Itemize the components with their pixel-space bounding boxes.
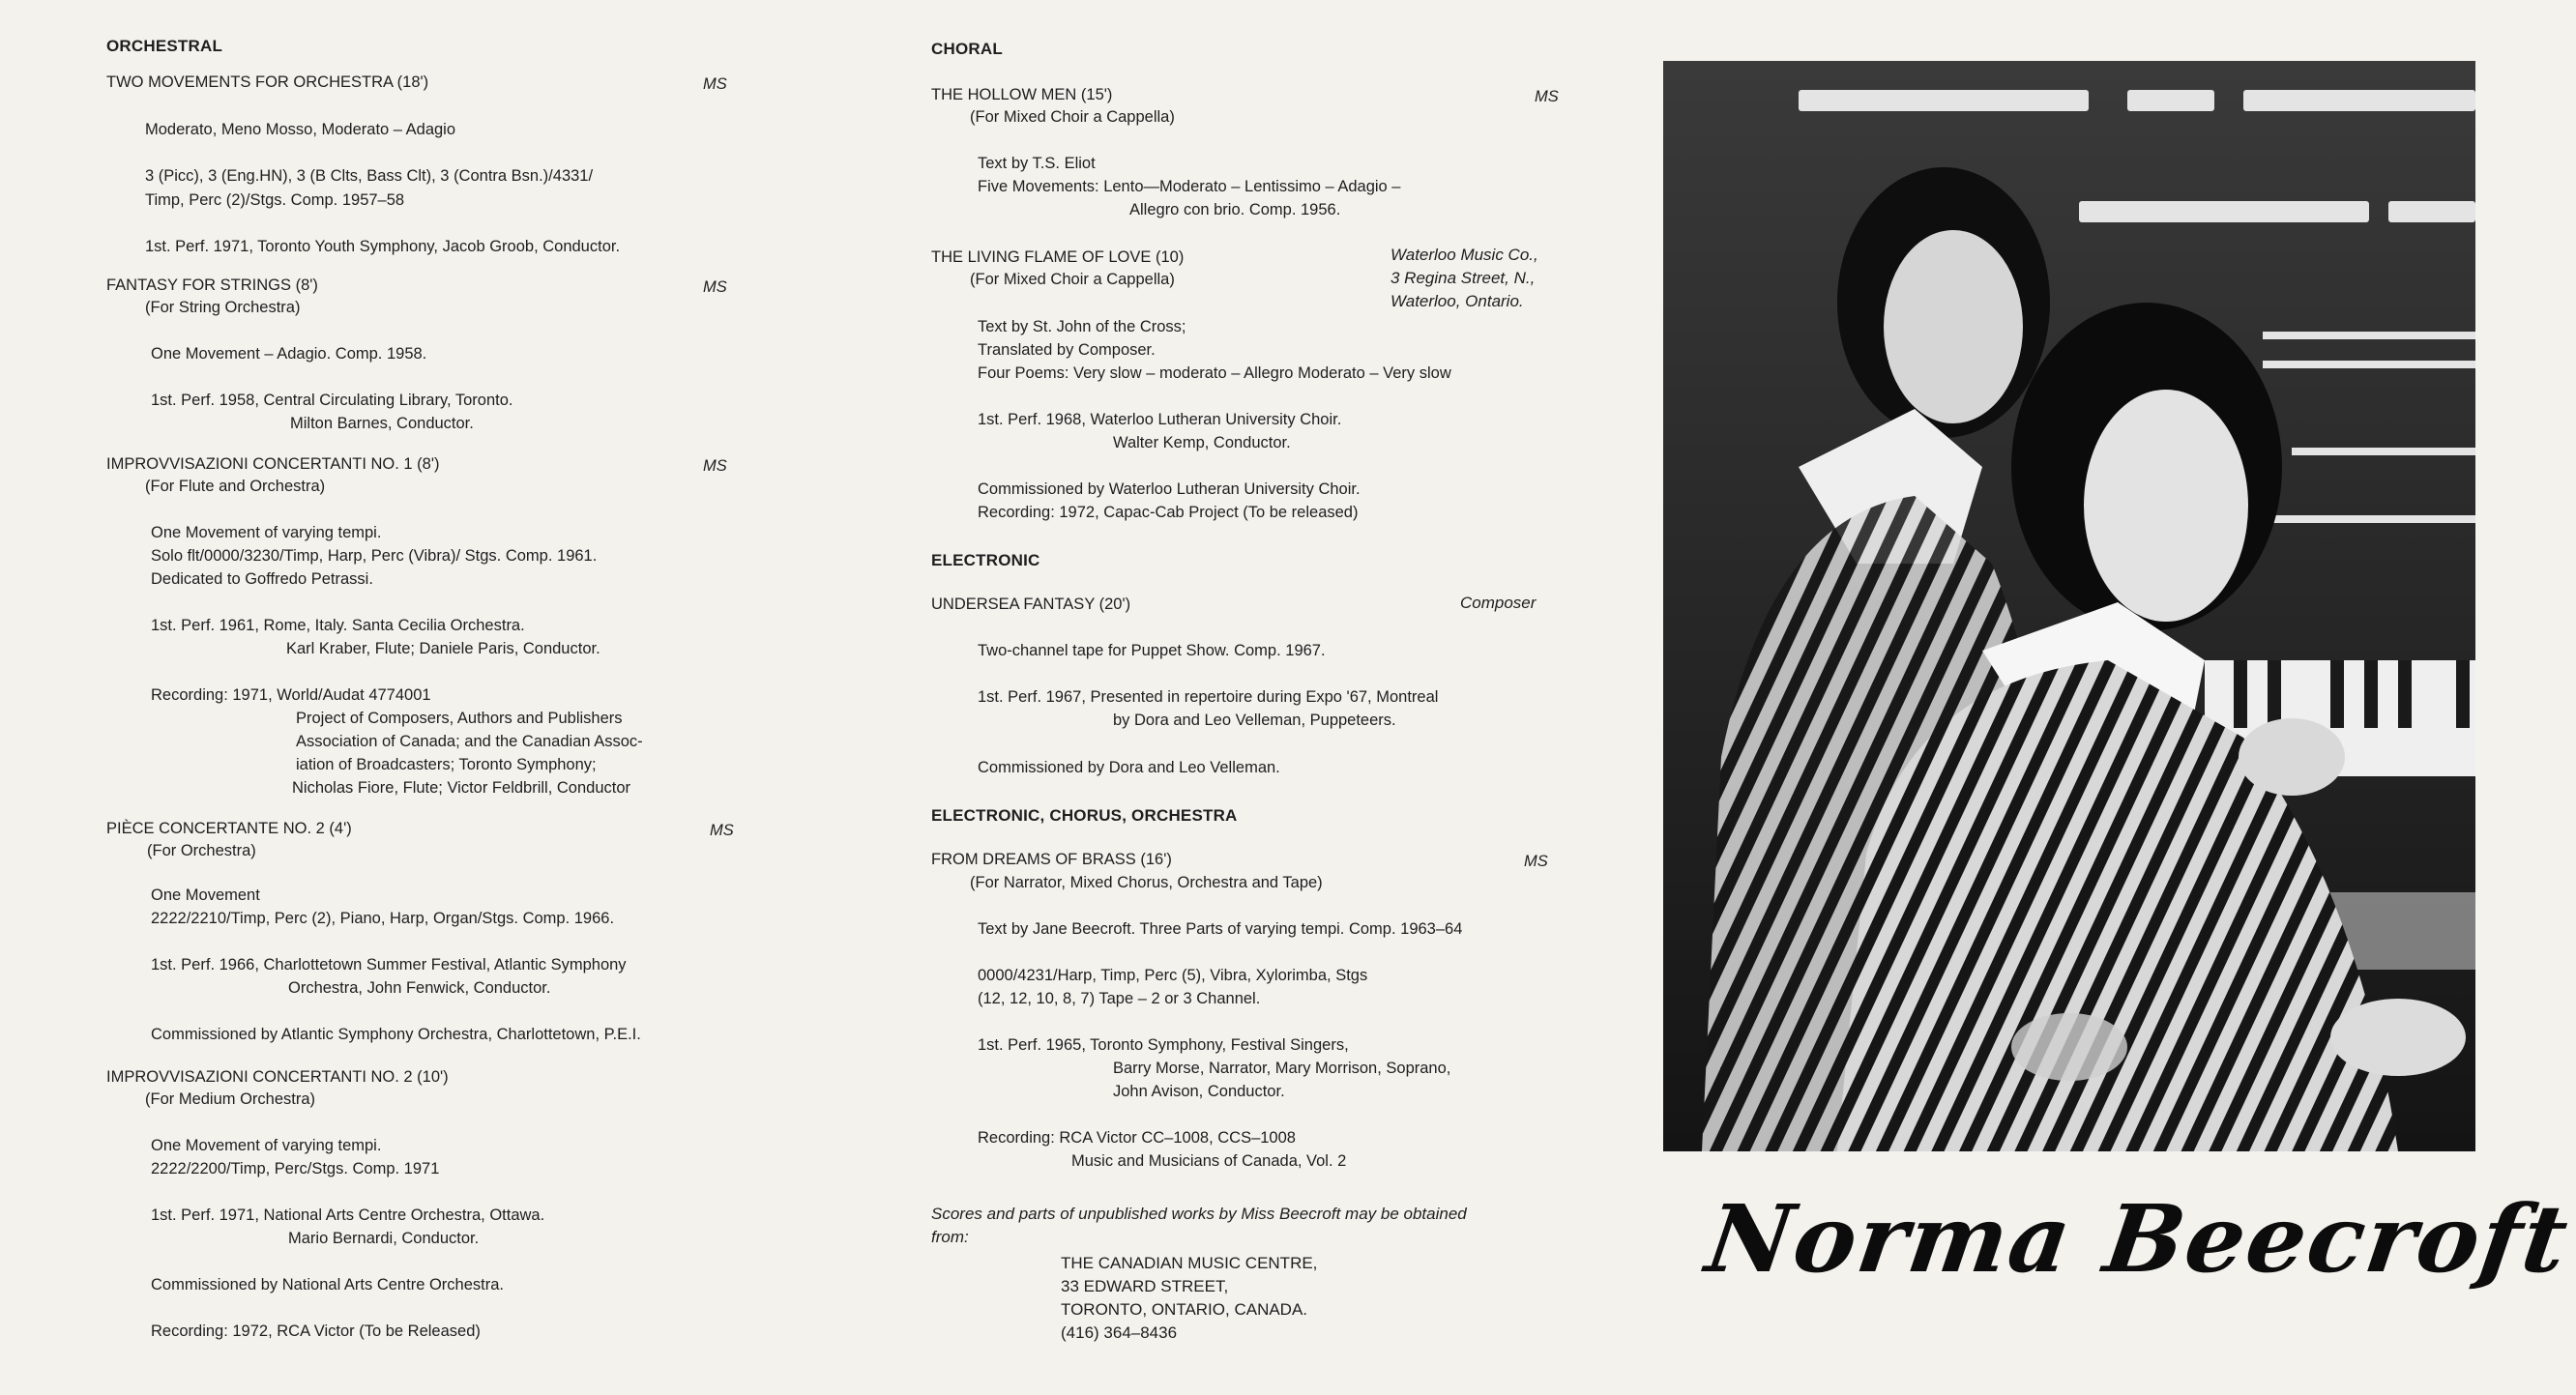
section-heading-electronic: ELECTRONIC [931, 551, 1040, 569]
work-detail: Music and Musicians of Canada, Vol. 2 [1071, 1152, 1347, 1170]
work-detail: Recording: RCA Victor CC–1008, CCS–1008 [978, 1129, 1296, 1147]
publisher-line: Waterloo, Ontario. [1390, 292, 1524, 310]
work-detail: Dedicated to Goffredo Petrassi. [151, 570, 373, 588]
address-line: THE CANADIAN MUSIC CENTRE, [1061, 1254, 1318, 1272]
section-heading-electronic-chorus-orchestra: ELECTRONIC, CHORUS, ORCHESTRA [931, 806, 1238, 825]
work-detail: Commissioned by National Arts Centre Orchestra. [151, 1276, 504, 1293]
work-detail: Walter Kemp, Conductor. [1113, 434, 1291, 451]
work-detail: 2222/2200/Timp, Perc/Stgs. Comp. 1971 [151, 1160, 440, 1177]
work-detail: Barry Morse, Narrator, Mary Morrison, Soprano, [1113, 1060, 1451, 1077]
work-detail: Moderato, Meno Mosso, Moderato – Adagio [145, 121, 456, 138]
composer-signature-title: Norma Beecroft [1700, 1184, 2576, 1293]
work-detail: Recording: 1972, Capac-Cab Project (To be released) [978, 504, 1359, 521]
publisher-line: Waterloo Music Co., [1390, 246, 1538, 264]
work-subtitle: (For Flute and Orchestra) [145, 478, 326, 495]
work-detail: One Movement – Adagio. Comp. 1958. [151, 345, 427, 363]
work-detail: Orchestra, John Fenwick, Conductor. [288, 979, 551, 997]
address-line: TORONTO, ONTARIO, CANADA. [1061, 1300, 1308, 1319]
work-detail: (12, 12, 10, 8, 7) Tape – 2 or 3 Channel. [978, 990, 1261, 1007]
work-detail: Karl Kraber, Flute; Daniele Paris, Conductor. [286, 640, 600, 657]
work-detail: Recording: 1972, RCA Victor (To be Released) [151, 1322, 481, 1340]
work-detail: 2222/2210/Timp, Perc (2), Piano, Harp, Organ/Stgs. Comp. 1966. [151, 910, 615, 927]
scores-note: Scores and parts of unpublished works by Miss Beecroft may be obtained [931, 1205, 1467, 1223]
work-title: UNDERSEA FANTASY (20') [931, 596, 1131, 613]
work-title: THE LIVING FLAME OF LOVE (10) [931, 248, 1185, 266]
work-detail: Association of Canada; and the Canadian Assoc- [296, 733, 643, 750]
work-subtitle: (For Orchestra) [147, 842, 256, 859]
work-detail: 1st. Perf. 1966, Charlottetown Summer Festival, Atlantic Symphony [151, 956, 627, 974]
section-heading-choral: CHORAL [931, 40, 1003, 58]
work-detail: Five Movements: Lento—Moderato – Lentissimo – Adagio – [978, 178, 1401, 195]
portrait-photo-illustration [1663, 61, 2475, 1151]
work-title: IMPROVVISAZIONI CONCERTANTI NO. 2 (10') [106, 1068, 449, 1086]
work-detail: Solo flt/0000/3230/Timp, Harp, Perc (Vibra)/ Stgs. Comp. 1961. [151, 547, 598, 565]
work-detail: Translated by Composer. [978, 341, 1156, 359]
work-detail: John Avison, Conductor. [1113, 1083, 1285, 1100]
work-detail: Mario Bernardi, Conductor. [288, 1230, 480, 1247]
work-detail: 1st. Perf. 1971, National Arts Centre Orchestra, Ottawa. [151, 1206, 545, 1224]
work-detail: 1st. Perf. 1961, Rome, Italy. Santa Cecilia Orchestra. [151, 617, 525, 634]
work-detail: 1st. Perf. 1971, Toronto Youth Symphony, Jacob Groob, Conductor. [145, 238, 621, 255]
work-detail: Commissioned by Waterloo Lutheran University Choir. [978, 480, 1361, 498]
work-detail: iation of Broadcasters; Toronto Symphony; [296, 756, 597, 773]
work-title: IMPROVVISAZIONI CONCERTANTI NO. 1 (8') [106, 455, 440, 473]
work-detail: 1st. Perf. 1958, Central Circulating Library, Toronto. [151, 392, 513, 409]
publisher-line: 3 Regina Street, N., [1390, 269, 1536, 287]
work-subtitle: (For Mixed Choir a Cappella) [970, 271, 1175, 288]
work-detail: 0000/4231/Harp, Timp, Perc (5), Vibra, Xylorimba, Stgs [978, 967, 1368, 984]
work-detail: Text by T.S. Eliot [978, 155, 1096, 172]
work-detail: Project of Composers, Authors and Publishers [296, 710, 623, 727]
work-detail: Two-channel tape for Puppet Show. Comp. 1967. [978, 642, 1326, 659]
ms-label: MS [703, 75, 727, 93]
address-line: (416) 364–8436 [1061, 1323, 1178, 1342]
work-detail: Text by Jane Beecroft. Three Parts of varying tempi. Comp. 1963–64 [978, 920, 1463, 938]
publisher-line: Composer [1460, 594, 1537, 612]
work-detail: One Movement [151, 886, 260, 904]
portrait-photo [1663, 61, 2475, 1151]
ms-label: MS [1535, 88, 1559, 105]
work-detail: Text by St. John of the Cross; [978, 318, 1186, 335]
work-detail: Nicholas Fiore, Flute; Victor Feldbrill, Conductor [292, 779, 630, 797]
work-subtitle: (For String Orchestra) [145, 299, 301, 316]
ms-label: MS [703, 457, 727, 475]
work-detail: 1st. Perf. 1965, Toronto Symphony, Festival Singers, [978, 1036, 1349, 1054]
work-subtitle: (For Mixed Choir a Cappella) [970, 108, 1175, 126]
work-title: THE HOLLOW MEN (15') [931, 86, 1113, 103]
work-detail: Commissioned by Atlantic Symphony Orchestra, Charlottetown, P.E.I. [151, 1026, 641, 1043]
ms-label: MS [710, 822, 734, 839]
address-line: 33 EDWARD STREET, [1061, 1277, 1229, 1295]
work-detail: by Dora and Leo Velleman, Puppeteers. [1113, 712, 1396, 729]
work-detail: 1st. Perf. 1967, Presented in repertoire during Expo '67, Montreal [978, 688, 1439, 706]
work-title: PIÈCE CONCERTANTE NO. 2 (4') [106, 820, 352, 837]
work-detail: 1st. Perf. 1968, Waterloo Lutheran University Choir. [978, 411, 1342, 428]
scores-note: from: [931, 1228, 969, 1246]
work-detail: Recording: 1971, World/Audat 4774001 [151, 686, 431, 704]
work-detail: Commissioned by Dora and Leo Velleman. [978, 759, 1280, 776]
work-detail: One Movement of varying tempi. [151, 1137, 382, 1154]
ms-label: MS [1524, 853, 1548, 870]
section-heading-orchestral: ORCHESTRAL [106, 37, 223, 55]
work-subtitle: (For Medium Orchestra) [145, 1090, 316, 1108]
work-detail: Allegro con brio. Comp. 1956. [1129, 201, 1341, 218]
work-detail: Timp, Perc (2)/Stgs. Comp. 1957–58 [145, 191, 405, 209]
work-detail: Milton Barnes, Conductor. [290, 415, 474, 432]
ms-label: MS [703, 278, 727, 296]
work-detail: 3 (Picc), 3 (Eng.HN), 3 (B Clts, Bass Clt), 3 (Contra Bsn.)/4331/ [145, 167, 594, 185]
work-title: TWO MOVEMENTS FOR ORCHESTRA (18') [106, 73, 429, 91]
work-title: FROM DREAMS OF BRASS (16') [931, 851, 1172, 868]
work-title: FANTASY FOR STRINGS (8') [106, 276, 318, 294]
work-detail: Four Poems: Very slow – moderato – Allegro Moderato – Very slow [978, 364, 1451, 382]
work-subtitle: (For Narrator, Mixed Chorus, Orchestra and Tape) [970, 874, 1323, 891]
work-detail: One Movement of varying tempi. [151, 524, 382, 541]
